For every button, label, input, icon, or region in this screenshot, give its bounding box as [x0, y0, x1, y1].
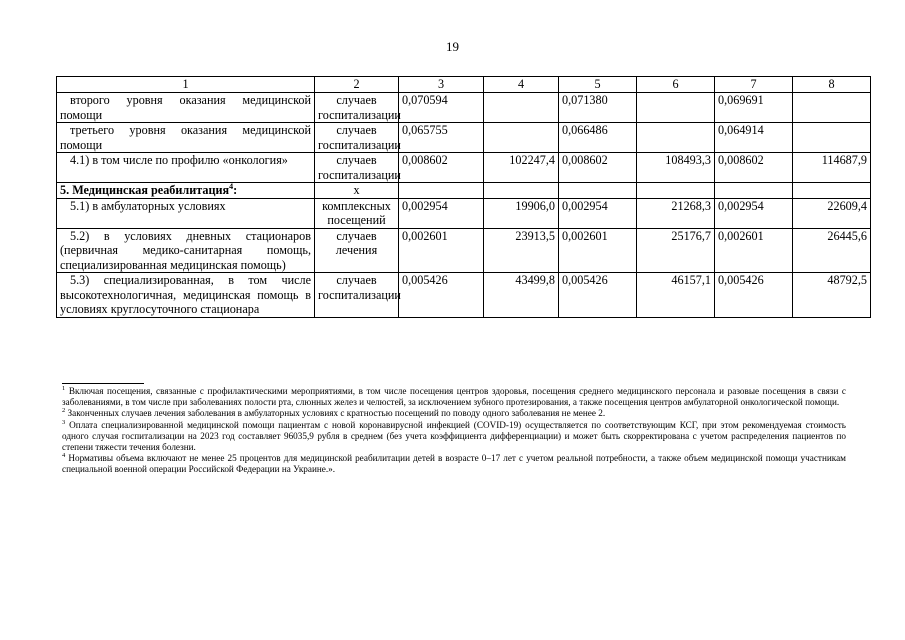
- table-row: [57, 93, 871, 123]
- cell-value: 0,008602: [559, 153, 637, 183]
- cell-value: [559, 183, 637, 199]
- cell-value: [715, 183, 793, 199]
- table-header-row: [57, 77, 871, 93]
- cell-value: [637, 183, 715, 199]
- footnote-mark: 3: [62, 418, 66, 426]
- cell-value: 0,002601: [399, 228, 484, 273]
- column-header: 7: [715, 77, 793, 93]
- cell-value: 0,005426: [399, 273, 484, 318]
- row-name: 5.2) в условиях дневных стационаров (первичная медико-санитарная помощь, специализированная медицинская помощь): [57, 228, 315, 273]
- footnote: [62, 408, 846, 419]
- data-table: [56, 76, 871, 318]
- cell-value: [484, 183, 559, 199]
- row-name: 5.3) специализированная, в том числе высокотехнологичная, медицинская помощь в условиях круглосуточного стационара: [57, 273, 315, 318]
- footnote-text: Включая посещения, связанные с профилактическими мероприятиями, в том числе посещения центров здоровья, посещения среднего медицинского персонала и разовые посещения в связи с заболеваниями, в том числе при заболеваниях полости рта, слюнных желез и челюстей, за исключением зубного протезирования, а также посещения центров амбулаторной онкологической помощи.: [62, 386, 847, 408]
- cell-value: 48792,5: [793, 273, 871, 318]
- column-header: 6: [637, 77, 715, 93]
- cell-value: [793, 123, 871, 153]
- cell-value: 0,002954: [715, 198, 793, 228]
- cell-value: 0,070594: [399, 93, 484, 123]
- cell-value: 0,008602: [399, 153, 484, 183]
- column-header: 2: [315, 77, 399, 93]
- row-unit: случаев госпитализации: [315, 153, 399, 183]
- row-unit: комплексных посещений: [315, 198, 399, 228]
- page-number: 19: [446, 39, 459, 54]
- row-unit: случаев госпитализации: [315, 273, 399, 318]
- footnote-text: Нормативы объема включают не менее 25 процентов для медицинской реабилитации детей в возрасте 0–17 лет с учетом реальной потребности, а также объем медицинской помощи участникам специальной военной операции Российской Федерации на Украине.».: [62, 453, 846, 475]
- cell-value: 21268,3: [637, 198, 715, 228]
- row-unit: случаев лечения: [315, 228, 399, 273]
- cell-value: 108493,3: [637, 153, 715, 183]
- row-name: третьего уровня оказания медицинской помощи: [57, 123, 315, 153]
- table-row: [57, 153, 871, 183]
- cell-value: 26445,6: [793, 228, 871, 273]
- row-name-text: 5. Медицинская реабилитация: [60, 183, 230, 197]
- cell-value: 0,005426: [559, 273, 637, 318]
- column-header: 3: [399, 77, 484, 93]
- cell-value: [484, 123, 559, 153]
- row-unit: случаев госпитализации: [315, 123, 399, 153]
- cell-value: 114687,9: [793, 153, 871, 183]
- footnote-mark: 4: [62, 452, 66, 460]
- cell-value: 0,065755: [399, 123, 484, 153]
- footnote: [62, 420, 846, 454]
- row-name: [57, 183, 315, 199]
- cell-value: 0,002601: [715, 228, 793, 273]
- cell-value: 102247,4: [484, 153, 559, 183]
- cell-value: 22609,4: [793, 198, 871, 228]
- cell-value: 43499,8: [484, 273, 559, 318]
- cell-value: 0,002601: [559, 228, 637, 273]
- row-unit: случаев госпитализации: [315, 93, 399, 123]
- footnote-separator: [62, 383, 144, 384]
- cell-value: 0,069691: [715, 93, 793, 123]
- cell-value: 0,008602: [715, 153, 793, 183]
- cell-value: 19906,0: [484, 198, 559, 228]
- cell-value: [484, 93, 559, 123]
- cell-value: 23913,5: [484, 228, 559, 273]
- column-header: 8: [793, 77, 871, 93]
- cell-value: 25176,7: [637, 228, 715, 273]
- table-row: [57, 198, 871, 228]
- cell-value: [637, 93, 715, 123]
- row-name: 5.1) в амбулаторных условиях: [57, 198, 315, 228]
- column-header: 5: [559, 77, 637, 93]
- cell-value: 46157,1: [637, 273, 715, 318]
- footnote-mark: 1: [62, 384, 66, 392]
- cell-value: 0,002954: [399, 198, 484, 228]
- row-name: второго уровня оказания медицинской помощи: [57, 93, 315, 123]
- cell-value: 0,071380: [559, 93, 637, 123]
- cell-value: 0,066486: [559, 123, 637, 153]
- column-header: 4: [484, 77, 559, 93]
- cell-value: [793, 93, 871, 123]
- cell-value: [793, 183, 871, 199]
- cell-value: 0,064914: [715, 123, 793, 153]
- table-row: [57, 228, 871, 273]
- footnote: [62, 453, 846, 475]
- cell-value: [399, 183, 484, 199]
- footnote-mark: 2: [62, 407, 66, 415]
- row-unit: х: [315, 183, 399, 199]
- column-header: 1: [57, 77, 315, 93]
- footnotes: [62, 386, 846, 476]
- table-row: [57, 273, 871, 318]
- table-row: [57, 123, 871, 153]
- footnote: [62, 386, 846, 408]
- footnote-text: Оплата специализированной медицинской помощи пациентам с новой коронавирусной инфекцией (COVID-19) осуществляется по соответствующим КСГ, при этом рекомендуемая стоимость одного случая госпитализации на 2023 год составляет 96035,9 рубля в среднем (без учета коэффициента дифференциации) и может быть скорректирована с учетом распределения пациентов по степени тяжести течения болезни.: [62, 419, 847, 453]
- footnote-text: Законченных случаев лечения заболевания в амбулаторных условиях с кратностью посещений по поводу одного заболевания не менее 2.: [67, 408, 606, 419]
- table-row: [57, 183, 871, 199]
- row-name-suffix: :: [233, 183, 238, 197]
- footnote-ref: 4: [229, 181, 234, 191]
- row-name: 4.1) в том числе по профилю «онкология»: [57, 153, 315, 183]
- cell-value: 0,005426: [715, 273, 793, 318]
- cell-value: [637, 123, 715, 153]
- cell-value: 0,002954: [559, 198, 637, 228]
